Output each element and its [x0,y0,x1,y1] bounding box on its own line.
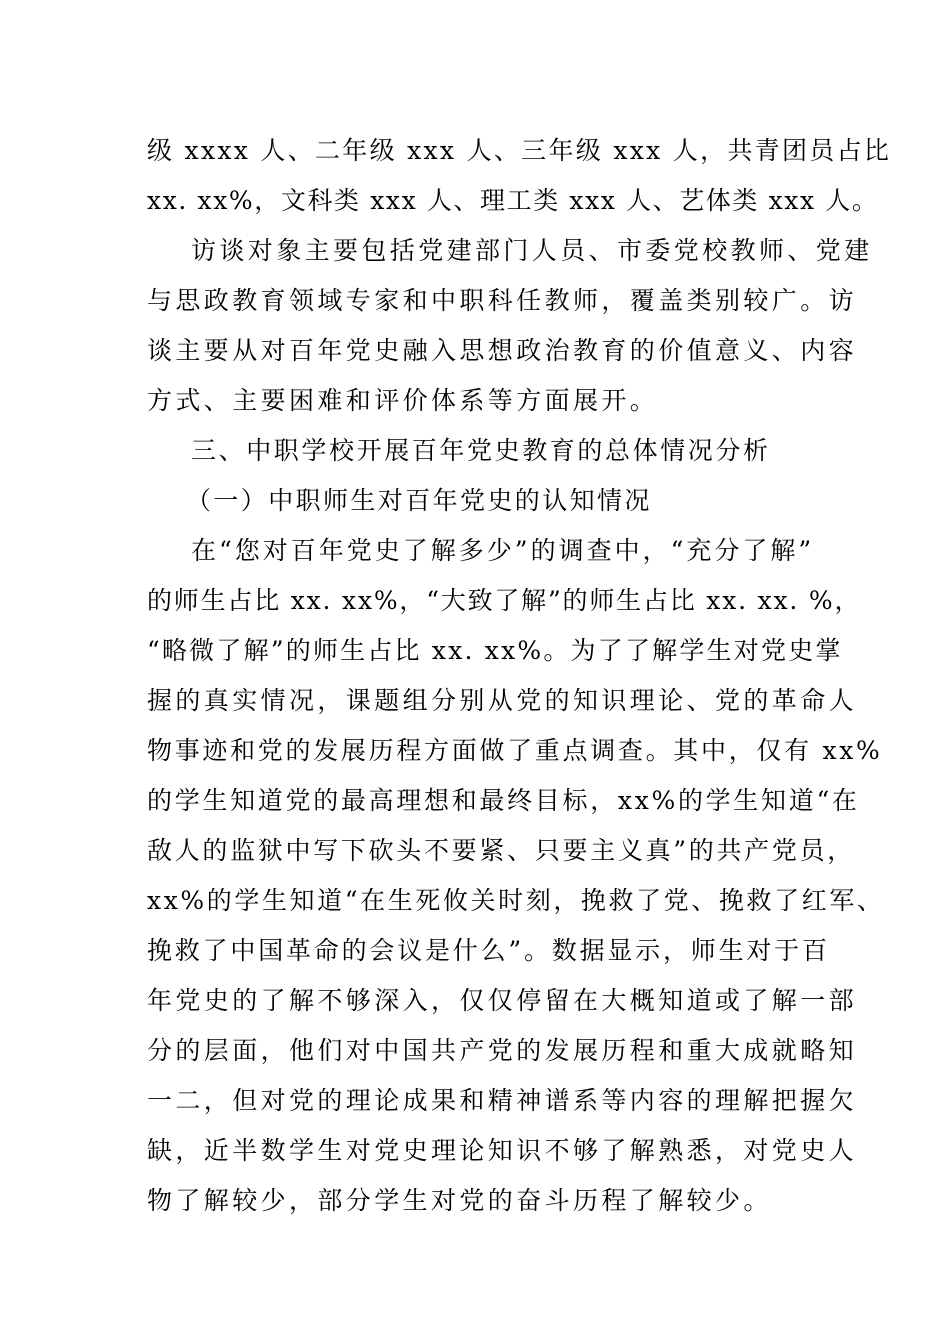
text-line: 挽救了中国革命的会议是什么”。数据显示，师生对于百 [147,936,830,965]
text-line: 物了解较少，部分学生对党的奋斗历程了解较少。 [147,1186,772,1215]
text-line: 缺，近半数学生对党史理论知识不够了解熟悉，对党史人 [147,1136,858,1165]
text-line: 级 xxxx 人、二年级 xxx 人、三年级 xxx 人，共青团员占比 [147,136,892,165]
text-line: 敌人的监狱中写下砍头不要紧、只要主义真”的共产党员， [147,836,855,865]
subsection-heading: （一）中职师生对百年党史的认知情况 [186,486,652,515]
paragraph-first-line: 访谈对象主要包括党建部门人员、市委党校教师、党建 [191,236,873,265]
section-heading: 三、中职学校开展百年党史教育的总体情况分析 [191,436,771,465]
text-line: xx%的学生知道“在生死攸关时刻，挽救了党、挽救了红军、 [147,886,885,915]
text-line: 物事迹和党的发展历程方面做了重点调查。其中，仅有 xx% [147,736,883,765]
text-line: 年党史的了解不够深入，仅仅停留在大概知道或了解一部 [147,986,858,1015]
paragraph-first-line: 在“您对百年党史了解多少”的调查中，“充分了解” [191,536,815,565]
text-line: 握的真实情况，课题组分别从党的知识理论、党的革命人 [147,686,858,715]
text-line: 与思政教育领域专家和中职科任教师，覆盖类别较广。访 [147,286,858,315]
text-line: 谈主要从对百年党史融入思想政治教育的价值意义、内容 [147,336,858,365]
text-line: xx. xx%，文科类 xxx 人、理工类 xxx 人、艺体类 xxx 人。 [147,186,879,215]
text-line: 的师生占比 xx. xx%，“大致了解”的师生占比 xx. xx. %， [147,586,862,615]
text-line: 一二，但对党的理论成果和精神谱系等内容的理解把握欠 [147,1086,858,1115]
text-line: 分的层面，他们对中国共产党的发展历程和重大成就略知 [147,1036,858,1065]
text-line: 方式、主要困难和评价体系等方面展开。 [147,386,659,415]
text-line: “略微了解”的师生占比 xx. xx%。为了了解学生对党史掌 [147,636,843,665]
text-line: 的学生知道党的最高理想和最终目标，xx%的学生知道“在 [147,786,860,815]
